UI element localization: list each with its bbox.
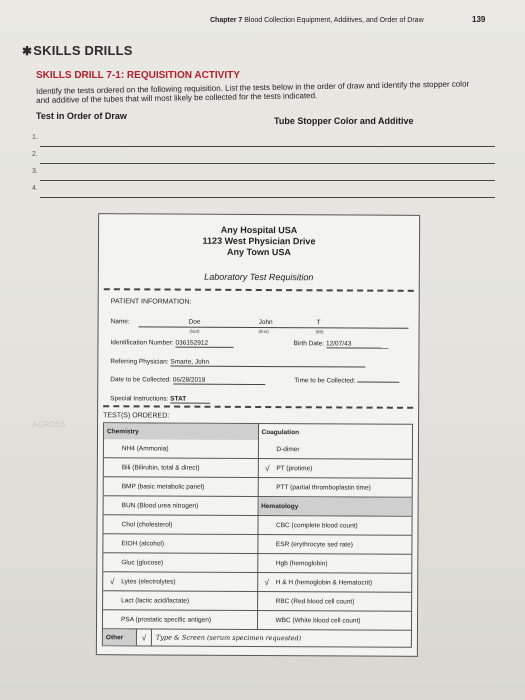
test-label: CBC (complete blood count): [276, 521, 358, 530]
test-label: ESR (erythrocyte sed rate): [275, 540, 353, 548]
hematology-header: [258, 497, 412, 516]
table-row: [103, 514, 411, 535]
row-number: 1.: [32, 134, 38, 141]
id-value: 036152912: [176, 340, 234, 348]
answer-line-test[interactable]: [40, 146, 285, 147]
table-row: [104, 439, 412, 459]
test-label: Lact (lactic acid/lactate): [121, 596, 190, 605]
answer-line-tube[interactable]: [273, 180, 495, 181]
physician-value: Smarte, John: [170, 359, 365, 368]
test-label: H & H (hemoglobin & Hematocrit): [275, 578, 373, 587]
chemistry-test-cell: [103, 534, 258, 553]
test-label: Hgb (hemoglobin): [275, 559, 328, 567]
section-title: [22, 43, 133, 58]
answer-line-test[interactable]: [40, 197, 285, 198]
coagulation-header: Coagulation: [261, 428, 300, 436]
tests-ordered-label: TEST(S) ORDERED:: [103, 412, 170, 420]
chemistry-test-cell: [103, 572, 258, 591]
first-name-value: John: [258, 319, 273, 327]
test-label: RBC (Red blood cell count): [275, 597, 355, 606]
chemistry-test-cell: [103, 515, 258, 534]
coag-hem-test-cell: [257, 611, 411, 630]
chemistry-test-cell: [104, 477, 259, 496]
drill-title: SKILLS DRILL 7-1: REQUISITION ACTIVITY: [36, 70, 240, 81]
table-row: [103, 590, 411, 611]
test-label: PT (protime): [276, 464, 313, 472]
answer-line-tube[interactable]: [273, 163, 495, 164]
hospital-name: Any Hospital USA: [220, 224, 298, 236]
answer-row: [30, 149, 500, 166]
drill-instructions: Identify the tests ordered on the following requisition. List the tests below in the order of draw and identify the stopper color and additive of the tubes that will most likely be collected for the tests indicated.: [36, 79, 470, 105]
section-title-text: SKILLS DRILLS: [33, 43, 133, 58]
row-number: 4.: [32, 185, 38, 192]
column-header-tube-color: Tube Stopper Color and Additive: [274, 116, 414, 126]
star-icon: ✱: [22, 44, 33, 58]
coag-hem-test-cell: [258, 554, 412, 573]
table-row: [103, 533, 411, 554]
answer-line-test[interactable]: [40, 163, 285, 164]
test-label: PSA (prostatic specific antigen): [121, 615, 212, 624]
test-label: Gluc (glucose): [121, 558, 164, 567]
answer-line-test[interactable]: [40, 180, 285, 181]
checkbox[interactable]: √: [110, 576, 115, 586]
table-row: [104, 457, 412, 478]
answer-row: [30, 132, 500, 149]
row-number: 3.: [32, 168, 38, 175]
requisition-form: [96, 213, 420, 657]
birth-label: Birth Date:: [293, 340, 325, 348]
checkbox[interactable]: √: [265, 463, 270, 473]
answer-row: [30, 166, 500, 183]
test-label: EtOH (alcohol): [121, 539, 165, 548]
coag-hem-test-cell: [258, 440, 412, 459]
other-checkmark[interactable]: √: [137, 629, 152, 645]
coag-hem-test-cell: [258, 478, 412, 497]
id-label: Identification Number:: [110, 339, 174, 347]
table-row: [103, 571, 411, 592]
form-title: Laboratory Test Requisition: [204, 271, 314, 283]
birth-value: 12/07/43: [326, 340, 388, 348]
other-handwritten-entry: Type & Screen (serum specimen requested): [155, 633, 302, 643]
checkbox[interactable]: √: [264, 577, 269, 587]
chapter-label: Chapter 7: [210, 17, 243, 24]
chemistry-test-cell: [104, 439, 259, 458]
mi-sub-label: (MI): [315, 329, 324, 335]
answer-row: [30, 183, 500, 200]
coag-hem-test-cell: [258, 573, 412, 592]
test-label: Bili (Bilirubin, total & direct): [121, 463, 200, 472]
first-sub-label: (first): [258, 329, 269, 335]
page-number: 139: [472, 15, 486, 24]
chemistry-test-cell: [103, 591, 258, 610]
id-field: [110, 339, 233, 348]
hospital-address: [99, 224, 419, 259]
special-instructions-field: [110, 395, 210, 404]
tests-table: [102, 422, 413, 648]
answer-lines: [30, 132, 500, 200]
chemistry-header: Chemistry: [104, 423, 259, 440]
test-label: PTT (partial thromboplastin time): [276, 483, 371, 492]
collect-time-value: [357, 382, 399, 383]
chemistry-test-cell: [103, 553, 258, 572]
test-label: Chol (cholesterol): [121, 520, 173, 529]
last-sub-label: (last): [189, 328, 200, 334]
test-label: WBC (White blood cell count): [275, 616, 361, 625]
coag-hem-test-cell: [258, 592, 412, 611]
coag-hem-test-cell: [258, 535, 412, 554]
name-field: [111, 318, 130, 325]
special-label: Special Instructions:: [110, 395, 169, 403]
coag-hem-test-cell: [258, 516, 412, 535]
collect-date-field: [110, 376, 265, 385]
divider: [103, 405, 413, 409]
other-label: Other: [103, 629, 137, 645]
table-row: [104, 476, 412, 497]
collect-time-field: [294, 377, 399, 385]
column-header-test-order: Test in Order of Draw: [36, 111, 127, 121]
test-label: NH4 (Ammonia): [121, 444, 169, 453]
row-number: 2.: [32, 151, 38, 158]
chemistry-test-cell: [104, 496, 259, 515]
divider: [104, 288, 414, 292]
coag-hem-test-cell: [258, 459, 412, 478]
margin-text: ACROSS: [32, 420, 66, 429]
answer-line-tube[interactable]: [273, 197, 495, 198]
collect-time-label: Time to be Collected:: [294, 377, 356, 385]
table-header-row: [104, 423, 412, 441]
other-row: [103, 628, 411, 647]
last-name-value: Doe: [188, 318, 201, 326]
special-value: STAT: [170, 396, 210, 404]
table-row: [104, 495, 412, 516]
chapter-title: Blood Collection Equipment, Additives, and Order of Draw: [244, 17, 424, 24]
collect-date-label: Date to be Collected:: [110, 376, 172, 384]
running-header: [210, 17, 424, 24]
test-label: Hematology: [261, 502, 299, 510]
chemistry-test-cell: [103, 610, 258, 629]
hospital-street: 1123 West Physician Drive: [202, 235, 316, 247]
physician-label: Referring Physician:: [110, 358, 169, 366]
name-label: Name:: [110, 318, 130, 326]
test-label: D-dimer: [276, 445, 300, 453]
collect-date-value: 06/28/2019: [173, 377, 265, 385]
name-underline: [139, 318, 409, 328]
hospital-city: Any Town USA: [227, 246, 291, 258]
test-label: BMP (basic metabolic panel): [121, 482, 205, 491]
birth-field: [293, 340, 388, 348]
middle-initial-value: T: [316, 319, 321, 327]
answer-line-tube[interactable]: [273, 146, 495, 147]
test-label: Lytes (electrolytes): [121, 577, 176, 586]
test-label: BUN (Blood urea nitrogen): [121, 501, 199, 510]
chemistry-test-cell: [104, 458, 259, 477]
physician-field: [110, 358, 365, 367]
tests-ordered-section: [102, 412, 411, 648]
table-row: [103, 609, 411, 630]
table-row: [103, 552, 411, 573]
patient-info-label: PATIENT INFORMATION:: [110, 298, 192, 306]
